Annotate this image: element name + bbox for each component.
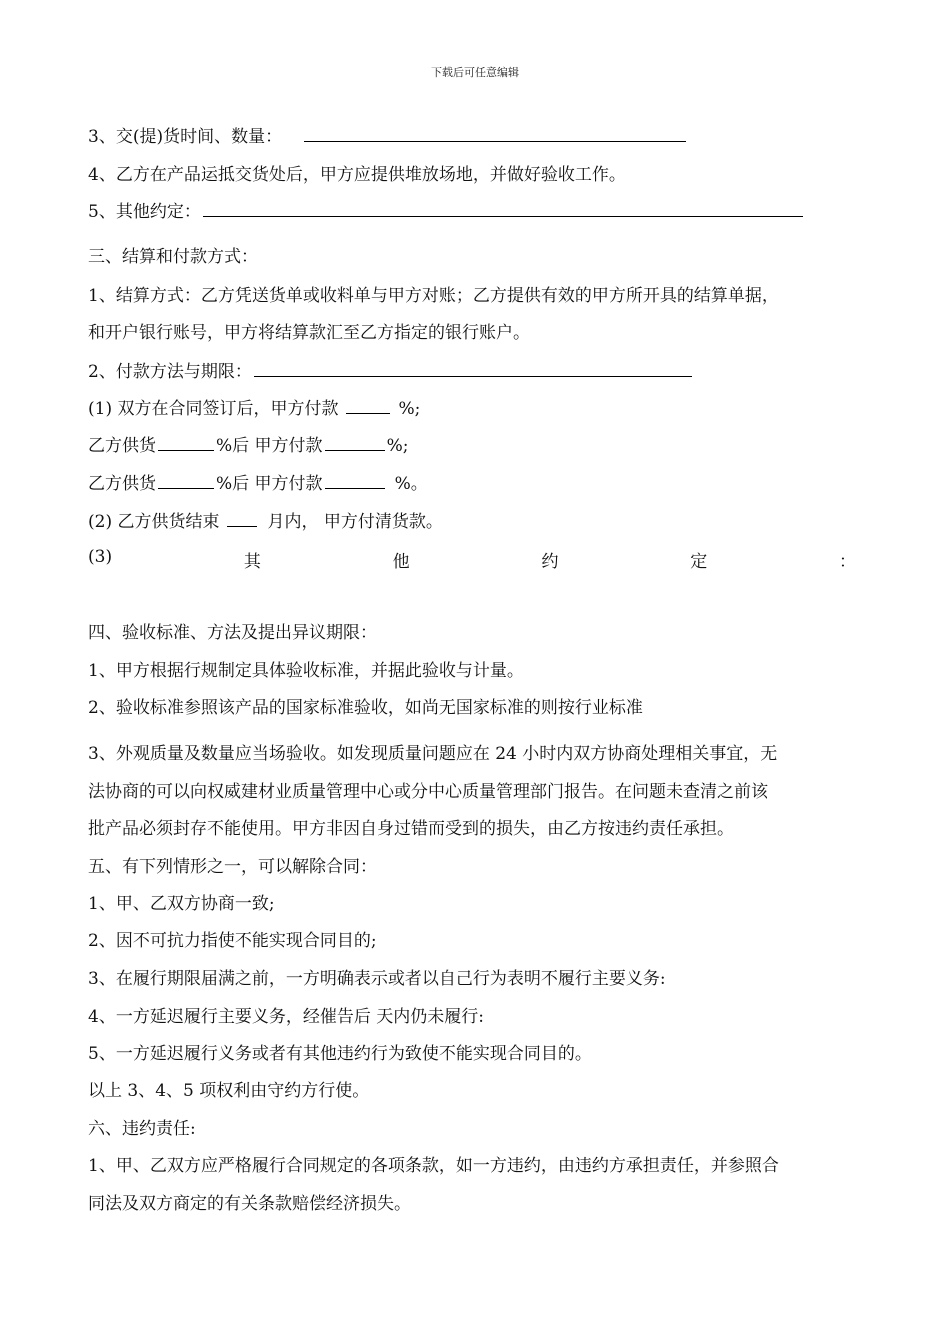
blank-underline[interactable] bbox=[325, 473, 385, 489]
payment-item-1b: 乙方供货 %后 甲方付款 %; bbox=[88, 436, 409, 456]
clause-liability-1: 1、甲、乙双方应严格履行合同规定的各项条款，如一方违约，由违约方承担责任，并参照合 bbox=[88, 1156, 779, 1176]
clause-termination-2: 2、因不可抗力指使不能实现合同目的; bbox=[88, 931, 377, 951]
clause-acceptance-2: 2、验收标准参照该产品的国家标准验收，如尚无国家标准的则按行业标准 bbox=[88, 698, 643, 718]
section-heading-settlement: 三、结算和付款方式： bbox=[88, 247, 258, 267]
clause-termination-3: 3、在履行期限届满之前，一方明确表示或者以自己行为表明不履行主要义务: bbox=[88, 969, 666, 989]
payment-item-3: (3) 其 他 约 定 ： bbox=[88, 547, 856, 572]
blank-underline[interactable] bbox=[158, 473, 214, 489]
clause-acceptance-1: 1、甲方根据行规制定具体验收标准，并据此验收与计量。 bbox=[88, 661, 524, 681]
clause-termination-4: 4、一方延迟履行主要义务，经催告后 天内仍未履行: bbox=[88, 1007, 484, 1027]
clause-liability-1-cont: 同法及双方商定的有关条款赔偿经济损失。 bbox=[88, 1194, 411, 1214]
clause-termination-5: 5、一方延迟履行义务或者有其他违约行为致使不能实现合同目的。 bbox=[88, 1044, 592, 1064]
clause-storage: 4、乙方在产品运抵交货处后，甲方应提供堆放场地，并做好验收工作。 bbox=[88, 165, 626, 185]
clause-delivery-time: 3、交(提)货时间、数量： bbox=[88, 126, 688, 148]
clause-acceptance-3-cont2: 批产品必须封存不能使用。甲方非因自身过错而受到的损失，由乙方按违约责任承担。 bbox=[88, 819, 734, 839]
clause-settlement-method-cont: 和开户银行账号，甲方将结算款汇至乙方指定的银行账户。 bbox=[88, 323, 530, 343]
clause-acceptance-3-cont: 法协商的可以向权威建材业质量管理中心或分中心质量管理部门报告。在问题未查清之前该 bbox=[88, 782, 768, 802]
clause-termination-note: 以上 3、4、5 项权利由守约方行使。 bbox=[88, 1081, 370, 1101]
clause-payment-terms: 2、付款方法与期限： bbox=[88, 361, 694, 383]
clause-other-agreement: 5、其他约定： bbox=[88, 201, 805, 223]
clause-settlement-method: 1、结算方式：乙方凭送货单或收料单与甲方对账；乙方提供有效的甲方所开具的结算单据， bbox=[88, 286, 779, 306]
section-heading-termination: 五、有下列情形之一，可以解除合同： bbox=[88, 857, 377, 877]
blank-underline[interactable] bbox=[346, 398, 390, 414]
blank-underline[interactable] bbox=[304, 126, 686, 142]
blank-underline[interactable] bbox=[203, 201, 803, 217]
blank-underline[interactable] bbox=[227, 511, 257, 527]
section-heading-liability: 六、违约责任: bbox=[88, 1119, 196, 1139]
clause-termination-1: 1、甲、乙双方协商一致; bbox=[88, 894, 275, 914]
payment-item-1c: 乙方供货 %后 甲方付款 %。 bbox=[88, 474, 428, 494]
payment-item-1: (1) 双方在合同签订后，甲方付款 %; bbox=[88, 399, 421, 419]
blank-underline[interactable] bbox=[254, 361, 692, 377]
clause-acceptance-3: 3、外观质量及数量应当场验收。如发现质量问题应在 24 小时内双方协商处理相关事宜，无 bbox=[88, 744, 778, 764]
page-header: 下载后可任意编辑 bbox=[431, 66, 519, 79]
blank-underline[interactable] bbox=[158, 435, 214, 451]
section-heading-acceptance: 四、验收标准、方法及提出异议期限： bbox=[88, 623, 377, 643]
blank-underline[interactable] bbox=[325, 435, 385, 451]
payment-item-2: (2) 乙方供货结束 月内， 甲方付清货款。 bbox=[88, 512, 443, 532]
